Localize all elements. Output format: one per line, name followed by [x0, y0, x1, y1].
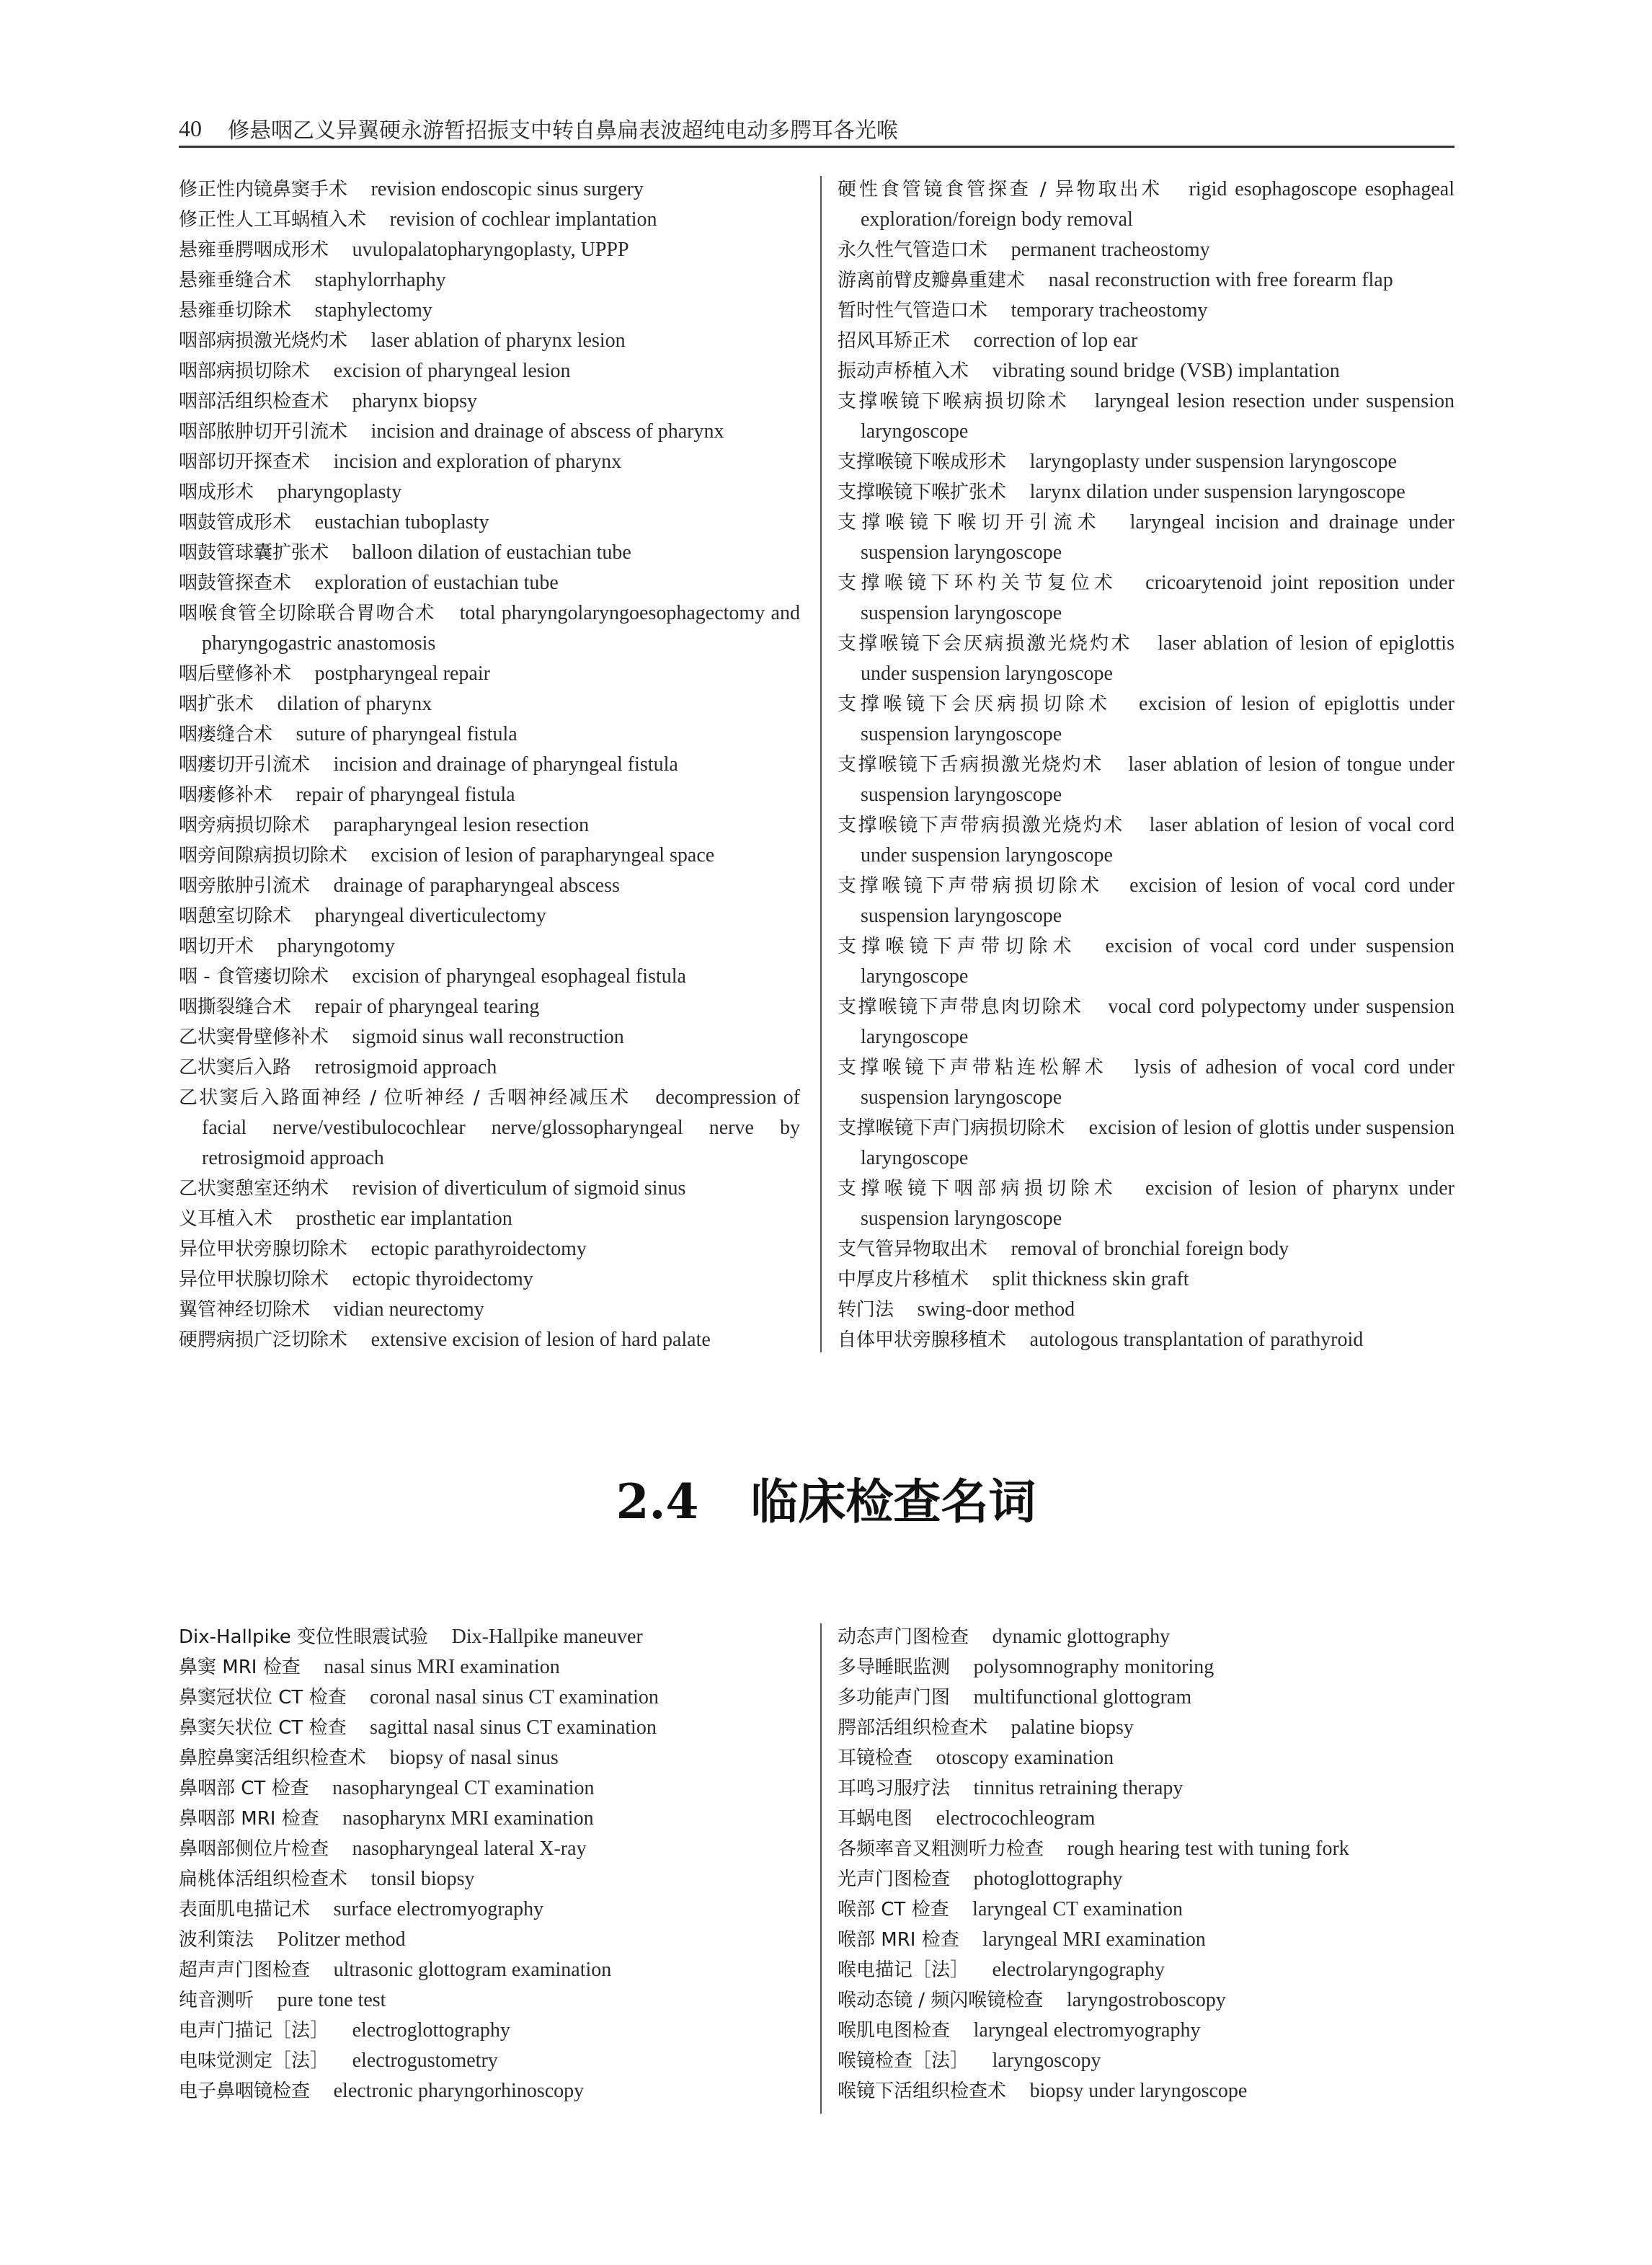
glossary-entry	[838, 1264, 1455, 1295]
glossary-entry	[838, 1683, 1455, 1713]
glossary-entry	[179, 1925, 800, 1955]
term-chinese: 电子鼻咽镜检查	[179, 2080, 311, 2102]
term-chinese: 咽瘘切开引流术	[179, 754, 311, 776]
term-english: nasopharyngeal lateral X-ray	[352, 1838, 587, 1860]
glossary-entry	[179, 205, 800, 235]
glossary-entry	[179, 1743, 800, 1773]
term-english: exploration of eustachian tube	[314, 572, 559, 594]
glossary-entry	[838, 235, 1455, 265]
glossary-entry	[179, 1204, 800, 1234]
term-chinese: 咽后壁修补术	[179, 663, 292, 685]
glossary-entry	[838, 1804, 1455, 1834]
glossary-entry	[179, 750, 800, 780]
term-english: coronal nasal sinus CT examination	[370, 1686, 659, 1708]
term-english: vibrating sound bridge (VSB) implantation	[992, 360, 1340, 382]
glossary-entry	[179, 235, 800, 265]
glossary-entry	[179, 2016, 800, 2046]
glossary-entry	[179, 598, 800, 659]
term-english: autologous transplantation of parathyroid	[1029, 1329, 1364, 1351]
glossary-entry	[838, 1325, 1455, 1355]
glossary-column-bottom-left	[179, 1622, 800, 2106]
glossary-entry	[838, 1295, 1455, 1325]
term-chinese: 喉肌电图检查	[838, 2020, 951, 2042]
term-chinese: 支撑喉镜下声门病损切除术	[838, 1117, 1065, 1139]
term-english: pharyngoplasty	[277, 481, 402, 503]
glossary-entry	[179, 1295, 800, 1325]
glossary-entry	[838, 1622, 1455, 1652]
glossary-entry	[179, 810, 800, 841]
glossary-entry	[179, 689, 800, 719]
term-english: biopsy under laryngoscope	[1029, 2080, 1248, 2102]
term-chinese: 耳镜检查	[838, 1747, 913, 1769]
glossary-entry	[179, 1174, 800, 1204]
term-english: incision and drainage of pharyngeal fistula	[333, 753, 678, 776]
term-chinese: 翼管神经切除术	[179, 1299, 311, 1321]
term-english: laryngoscopy	[992, 2049, 1101, 2072]
glossary-entry	[838, 447, 1455, 477]
glossary-entry	[179, 568, 800, 598]
term-english: laryngeal lesion resection under suspension laryngoscope	[861, 390, 1455, 443]
glossary-entry	[179, 538, 800, 568]
section-heading	[0, 1463, 1652, 1532]
glossary-entry	[838, 1773, 1455, 1804]
glossary-entry	[179, 2046, 800, 2076]
term-english: extensive excision of lesion of hard palate	[370, 1329, 711, 1351]
term-chinese: 悬雍垂腭咽成形术	[179, 239, 329, 261]
glossary-entry	[838, 1894, 1455, 1925]
term-chinese: 支撑喉镜下喉扩张术	[838, 482, 1007, 503]
glossary-entry	[838, 1834, 1455, 1864]
glossary-entry	[838, 1985, 1455, 2016]
term-english: repair of pharyngeal fistula	[296, 784, 515, 806]
term-chinese: 支撑喉镜下声带切除术	[838, 936, 1077, 957]
term-chinese: Dix-Hallpike 变位性眼震试验	[179, 1626, 429, 1648]
glossary-entry	[838, 1955, 1455, 1985]
term-english: surface electromyography	[333, 1898, 544, 1920]
header-rule	[179, 146, 1455, 148]
term-chinese: 咽旁间隙病损切除术	[179, 845, 348, 866]
section-number: 2.4	[616, 1473, 699, 1530]
term-chinese: 咽瘘缝合术	[179, 724, 273, 745]
term-chinese: 修正性内镜鼻窦手术	[179, 179, 348, 200]
glossary-entry	[838, 1234, 1455, 1264]
glossary-entry	[179, 659, 800, 689]
glossary-entry	[838, 629, 1455, 689]
term-english: Dix-Hallpike maneuver	[451, 1626, 643, 1648]
term-chinese: 喉镜检查［法］	[838, 2050, 969, 2072]
glossary-entry	[179, 356, 800, 386]
glossary-entry	[179, 1955, 800, 1985]
term-chinese: 义耳植入术	[179, 1208, 273, 1230]
term-english: staphylorrhaphy	[314, 269, 446, 291]
term-chinese: 耳鸣习服疗法	[838, 1778, 951, 1799]
term-english: excision of pharyngeal esophageal fistula	[352, 965, 686, 988]
glossary-column-top-left	[179, 174, 800, 1355]
glossary-entry	[179, 719, 800, 750]
term-chinese: 支撑喉镜下声带息肉切除术	[838, 996, 1083, 1018]
term-english: revision of cochlear implantation	[389, 208, 657, 231]
term-chinese: 招风耳矫正术	[838, 330, 951, 352]
term-english: laryngoplasty under suspension laryngoscope	[1029, 451, 1397, 473]
glossary-entry	[179, 1052, 800, 1083]
term-chinese: 咽部活组织检查术	[179, 391, 329, 412]
term-english: drainage of parapharyngeal abscess	[333, 874, 620, 897]
term-english: laryngeal MRI examination	[982, 1928, 1206, 1951]
term-chinese: 异位甲状腺切除术	[179, 1269, 329, 1290]
glossary-entry	[179, 1864, 800, 1894]
term-english: excision of lesion of glottis under suspension laryngoscope	[861, 1117, 1455, 1169]
term-english: nasal sinus MRI examination	[324, 1656, 560, 1678]
glossary-entry	[838, 356, 1455, 386]
term-english: pharyngotomy	[277, 935, 395, 957]
glossary-column-top-right	[838, 174, 1455, 1355]
glossary-entry	[179, 447, 800, 477]
glossary-entry	[179, 1773, 800, 1804]
glossary-entry	[179, 1022, 800, 1052]
glossary-entry	[838, 1113, 1455, 1174]
glossary-entry	[179, 386, 800, 417]
term-english: parapharyngeal lesion resection	[333, 814, 590, 836]
glossary-entry	[838, 1925, 1455, 1955]
term-english: electroglottography	[352, 2019, 510, 2042]
term-chinese: 鼻咽部 MRI 检查	[179, 1808, 319, 1830]
glossary-entry	[179, 871, 800, 901]
glossary-entry	[838, 1174, 1455, 1234]
glossary-entry	[179, 1622, 800, 1652]
term-english: dynamic glottography	[992, 1626, 1171, 1648]
term-english: balloon dilation of eustachian tube	[352, 541, 631, 564]
term-english: multifunctional glottogram	[973, 1686, 1192, 1708]
term-english: electronic pharyngorhinoscopy	[333, 2080, 585, 2102]
term-english: removal of bronchial foreign body	[1011, 1238, 1289, 1260]
term-chinese: 鼻窦 MRI 检查	[179, 1657, 301, 1678]
term-english: swing-door method	[917, 1298, 1075, 1321]
term-english: laryngeal electromyography	[973, 2019, 1201, 2042]
term-chinese: 光声门图检查	[838, 1869, 951, 1890]
glossary-entry	[179, 2076, 800, 2106]
term-chinese: 异位甲状旁腺切除术	[179, 1238, 348, 1260]
glossary-entry	[838, 1052, 1455, 1113]
term-english: repair of pharyngeal tearing	[314, 996, 540, 1018]
term-chinese: 支撑喉镜下喉切开引流术	[838, 512, 1101, 533]
term-chinese: 乙状窦后入路	[179, 1057, 292, 1078]
term-chinese: 鼻窦矢状位 CT 检查	[179, 1717, 347, 1739]
term-english: laser ablation of lesion of vocal cord under suspension laryngoscope	[861, 814, 1455, 866]
glossary-entry	[179, 265, 800, 296]
term-chinese: 悬雍垂缝合术	[179, 270, 292, 291]
term-english: excision of lesion of epiglottis under suspension laryngoscope	[861, 693, 1455, 745]
glossary-entry	[838, 507, 1455, 568]
term-chinese: 腭部活组织检查术	[838, 1717, 988, 1739]
term-chinese: 鼻咽部侧位片检查	[179, 1838, 329, 1860]
term-chinese: 咽鼓管探查术	[179, 572, 292, 594]
term-chinese: 咽憩室切除术	[179, 905, 292, 927]
term-english: electrogustometry	[352, 2049, 498, 2072]
glossary-column-bottom-right	[838, 1622, 1455, 2106]
term-chinese: 永久性气管造口术	[838, 239, 988, 261]
term-english: excision of pharyngeal lesion	[333, 360, 571, 382]
glossary-entry	[838, 174, 1455, 235]
term-chinese: 悬雍垂切除术	[179, 300, 292, 322]
term-chinese: 咽切开术	[179, 936, 254, 957]
term-english: nasal reconstruction with free forearm flap	[1048, 269, 1393, 291]
glossary-entry	[179, 1325, 800, 1355]
term-english: permanent tracheostomy	[1011, 239, 1210, 261]
term-chinese: 喉镜下活组织检查术	[838, 2080, 1007, 2102]
glossary-entry	[838, 568, 1455, 629]
term-chinese: 咽旁脓肿引流术	[179, 875, 311, 897]
glossary-entry	[838, 296, 1455, 326]
term-english: cricoarytenoid joint reposition under suspension laryngoscope	[861, 572, 1455, 624]
glossary-entry	[179, 1894, 800, 1925]
term-chinese: 咽部切开探查术	[179, 451, 311, 473]
term-english: uvulopalatopharyngoplasty, UPPP	[352, 239, 629, 261]
term-english: pure tone test	[277, 1989, 386, 2011]
glossary-entry	[179, 174, 800, 205]
glossary-entry	[179, 1083, 800, 1174]
term-chinese: 咽部脓肿切开引流术	[179, 421, 348, 443]
glossary-entry	[838, 2076, 1455, 2106]
term-chinese: 硬性食管镜食管探查 / 异物取出术	[838, 179, 1163, 200]
glossary-entry	[179, 1985, 800, 2016]
term-english: incision and exploration of pharynx	[333, 451, 622, 473]
glossary-entry	[838, 1864, 1455, 1894]
term-english: rigid esophagoscope esophageal exploration/foreign body removal	[861, 178, 1455, 231]
term-chinese: 支气管异物取出术	[838, 1238, 988, 1260]
glossary-entry	[179, 1713, 800, 1743]
glossary-entry	[838, 2016, 1455, 2046]
term-chinese: 乙状窦后入路面神经 / 位听神经 / 舌咽神经减压术	[179, 1087, 631, 1109]
term-english: larynx dilation under suspension laryngoscope	[1029, 481, 1405, 503]
term-english: temporary tracheostomy	[1011, 299, 1208, 322]
term-english: decompression of facial nerve/vestibulocochlear nerve/glossopharyngeal nerve by retrosigmoid approach	[202, 1086, 800, 1169]
term-chinese: 喉动态镜 / 频闪喉镜检查	[838, 1990, 1044, 2011]
glossary-entry	[179, 1652, 800, 1683]
term-chinese: 支撑喉镜下声带病损激光烧灼术	[838, 815, 1124, 836]
term-english: prosthetic ear implantation	[296, 1207, 512, 1230]
term-chinese: 扁桃体活组织检查术	[179, 1869, 348, 1890]
term-english: incision and drainage of abscess of pharynx	[370, 420, 724, 443]
glossary-entry	[838, 931, 1455, 992]
term-english: rough hearing test with tuning fork	[1067, 1838, 1349, 1860]
term-english: palatine biopsy	[1011, 1716, 1134, 1739]
glossary-entry	[179, 1804, 800, 1834]
glossary-entry	[179, 1834, 800, 1864]
term-english: ultrasonic glottogram examination	[333, 1959, 612, 1981]
term-chinese: 鼻窦冠状位 CT 检查	[179, 1687, 347, 1708]
term-english: postpharyngeal repair	[314, 662, 490, 685]
glossary-entry	[838, 810, 1455, 871]
term-english: excision of lesion of pharynx under suspension laryngoscope	[861, 1177, 1455, 1230]
glossary-entry	[838, 1713, 1455, 1743]
glossary-entry	[179, 931, 800, 962]
term-english: staphylectomy	[314, 299, 432, 322]
glossary-entry	[838, 992, 1455, 1052]
term-english: vocal cord polypectomy under suspension laryngoscope	[861, 996, 1455, 1048]
term-chinese: 电声门描记［法］	[179, 2020, 329, 2042]
glossary-entry	[179, 992, 800, 1022]
term-chinese: 咽部病损激光烧灼术	[179, 330, 348, 352]
glossary-entry	[179, 780, 800, 810]
term-chinese: 咽撕裂缝合术	[179, 996, 292, 1018]
term-english: total pharyngolaryngoesophagectomy and pharyngogastric anastomosis	[202, 602, 800, 655]
term-chinese: 各频率音叉粗测听力检查	[838, 1838, 1044, 1860]
term-chinese: 咽鼓管成形术	[179, 512, 292, 533]
term-chinese: 振动声桥植入术	[838, 360, 969, 382]
term-english: electrolaryngography	[992, 1959, 1165, 1981]
term-chinese: 多导睡眠监测	[838, 1657, 951, 1678]
term-chinese: 喉部 CT 检查	[838, 1899, 949, 1920]
glossary-entry	[179, 417, 800, 447]
term-english: pharynx biopsy	[352, 390, 478, 412]
column-divider-top	[820, 176, 822, 1352]
term-english: ectopic parathyroidectomy	[370, 1238, 587, 1260]
term-chinese: 支撑喉镜下喉成形术	[838, 451, 1007, 473]
term-chinese: 波利策法	[179, 1929, 254, 1951]
term-chinese: 咽旁病损切除术	[179, 815, 311, 836]
term-english: excision of lesion of parapharyngeal space	[370, 844, 715, 866]
term-english: excision of lesion of vocal cord under suspension laryngoscope	[861, 874, 1455, 927]
term-chinese: 支撑喉镜下舌病损激光烧灼术	[838, 754, 1103, 776]
term-english: lysis of adhesion of vocal cord under suspension laryngoscope	[861, 1056, 1455, 1109]
glossary-entry	[838, 750, 1455, 810]
term-chinese: 纯音测听	[179, 1990, 254, 2011]
term-english: sagittal nasal sinus CT examination	[370, 1716, 657, 1739]
glossary-entry	[838, 1743, 1455, 1773]
term-english: laser ablation of lesion of epiglottis under suspension laryngoscope	[861, 632, 1455, 685]
term-english: ectopic thyroidectomy	[352, 1268, 533, 1290]
glossary-entry	[179, 326, 800, 356]
term-english: laryngeal CT examination	[972, 1898, 1184, 1920]
page-number: 40	[179, 115, 202, 141]
term-english: laryngeal incision and drainage under suspension laryngoscope	[861, 511, 1455, 564]
glossary-entry	[838, 2046, 1455, 2076]
term-chinese: 转门法	[838, 1299, 894, 1321]
glossary-entry	[179, 296, 800, 326]
term-chinese: 中厚皮片移植术	[838, 1269, 969, 1290]
term-chinese: 电味觉测定［法］	[179, 2050, 329, 2072]
term-english: tinnitus retraining therapy	[973, 1777, 1184, 1799]
term-chinese: 游离前臂皮瓣鼻重建术	[838, 270, 1026, 291]
term-chinese: 表面肌电描记术	[179, 1899, 311, 1920]
term-chinese: 支撑喉镜下声带粘连松解术	[838, 1057, 1107, 1078]
glossary-entry	[179, 841, 800, 871]
running-title: 修悬咽乙义异翼硬永游暂招振支中转自鼻扁表波超纯电动多腭耳各光喉	[228, 118, 898, 143]
term-english: revision endoscopic sinus surgery	[370, 178, 644, 200]
term-english: excision of vocal cord under suspension laryngoscope	[861, 935, 1455, 988]
term-chinese: 鼻咽部 CT 检查	[179, 1778, 309, 1799]
term-chinese: 多功能声门图	[838, 1687, 951, 1708]
glossary-entry	[179, 962, 800, 992]
term-english: electrocochleogram	[936, 1807, 1096, 1830]
term-chinese: 自体甲状旁腺移植术	[838, 1329, 1007, 1351]
term-english: split thickness skin graft	[992, 1268, 1189, 1290]
section-title: 临床检查名词	[750, 1473, 1036, 1530]
term-chinese: 咽成形术	[179, 482, 254, 503]
term-chinese: 动态声门图检查	[838, 1626, 969, 1648]
term-chinese: 咽喉食管全切除联合胃吻合术	[179, 603, 435, 624]
term-chinese: 咽部病损切除术	[179, 360, 311, 382]
term-english: retrosigmoid approach	[314, 1056, 497, 1078]
term-chinese: 鼻腔鼻窦活组织检查术	[179, 1747, 367, 1769]
glossary-entry	[838, 689, 1455, 750]
term-chinese: 喉部 MRI 检查	[838, 1929, 959, 1951]
term-english: correction of lop ear	[973, 329, 1138, 352]
term-english: laryngostroboscopy	[1066, 1989, 1226, 2011]
glossary-entry	[179, 1683, 800, 1713]
glossary-entry	[838, 326, 1455, 356]
term-chinese: 咽鼓管球囊扩张术	[179, 542, 329, 564]
term-chinese: 支撑喉镜下环杓关节复位术	[838, 572, 1118, 594]
term-chinese: 支撑喉镜下声带病损切除术	[838, 875, 1103, 897]
column-divider-bottom	[820, 1623, 822, 2114]
term-english: otoscopy examination	[936, 1747, 1114, 1769]
term-chinese: 修正性人工耳蜗植入术	[179, 209, 367, 231]
term-english: dilation of pharynx	[277, 693, 432, 715]
term-chinese: 超声声门图检查	[179, 1959, 311, 1981]
term-english: revision of diverticulum of sigmoid sinus	[352, 1177, 686, 1200]
term-english: nasopharynx MRI examination	[342, 1807, 594, 1830]
term-english: eustachian tuboplasty	[314, 511, 489, 533]
term-chinese: 咽瘘修补术	[179, 784, 273, 806]
term-english: nasopharyngeal CT examination	[332, 1777, 595, 1799]
term-english: polysomnography monitoring	[973, 1656, 1214, 1678]
term-chinese: 乙状窦骨壁修补术	[179, 1027, 329, 1048]
running-header	[179, 107, 1455, 150]
term-chinese: 乙状窦憩室还纳术	[179, 1178, 329, 1200]
term-english: photoglottography	[973, 1868, 1123, 1890]
glossary-entry	[838, 871, 1455, 931]
term-english: pharyngeal diverticulectomy	[314, 905, 546, 927]
glossary-entry	[838, 1652, 1455, 1683]
glossary-entry	[179, 507, 800, 538]
term-english: biopsy of nasal sinus	[389, 1747, 559, 1769]
term-english: sigmoid sinus wall reconstruction	[352, 1026, 624, 1048]
glossary-entry	[179, 1234, 800, 1264]
glossary-entry	[838, 477, 1455, 507]
term-chinese: 暂时性气管造口术	[838, 300, 988, 322]
glossary-entry	[179, 1264, 800, 1295]
term-chinese: 咽扩张术	[179, 693, 254, 715]
term-chinese: 支撑喉镜下咽部病损切除术	[838, 1178, 1118, 1200]
glossary-entry	[838, 386, 1455, 447]
term-english: vidian neurectomy	[333, 1298, 484, 1321]
term-english: laser ablation of lesion of tongue under suspension laryngoscope	[861, 753, 1455, 806]
glossary-entry	[179, 477, 800, 507]
term-chinese: 支撑喉镜下喉病损切除术	[838, 391, 1069, 412]
term-chinese: 咽 - 食管瘘切除术	[179, 966, 329, 988]
term-chinese: 支撑喉镜下会厌病损激光烧灼术	[838, 633, 1132, 655]
term-chinese: 硬腭病损广泛切除术	[179, 1329, 348, 1351]
glossary-entry	[179, 901, 800, 931]
term-chinese: 耳蜗电图	[838, 1808, 913, 1830]
term-english: tonsil biopsy	[370, 1868, 475, 1890]
glossary-entry	[838, 265, 1455, 296]
term-chinese: 支撑喉镜下会厌病损切除术	[838, 693, 1111, 715]
term-english: laser ablation of pharynx lesion	[370, 329, 626, 352]
term-chinese: 喉电描记［法］	[838, 1959, 969, 1981]
term-english: Politzer method	[277, 1928, 406, 1951]
term-english: suture of pharyngeal fistula	[296, 723, 518, 745]
